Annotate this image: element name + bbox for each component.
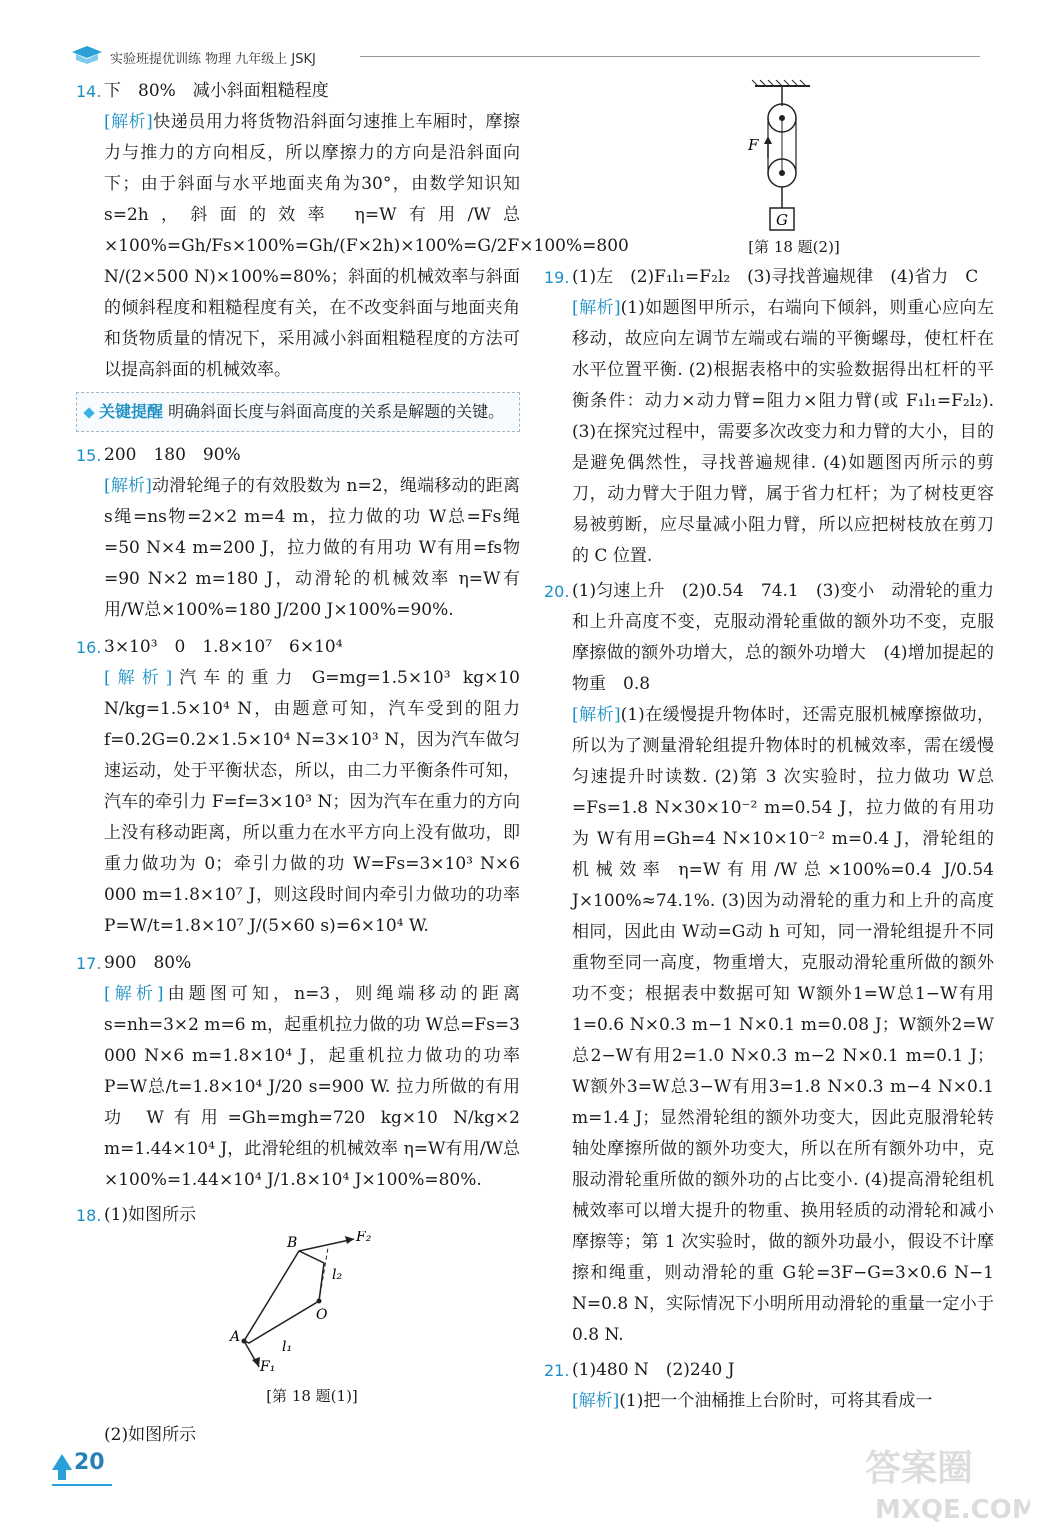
force-f2-arrow	[299, 1239, 354, 1251]
analysis-tag: [解析]	[104, 668, 173, 688]
analysis-text: 由题图可知，n=3，则绳端移动的距离 s=nh=3×2 m=6 m，起重机拉力做的功 W总=Fs=3 000 N×6 m=1.8×10⁴ J，起重机拉力做功的功率 P=W总/t=1.8×10⁴ J/20 s=900 W. 拉力所做的有用功 W有用=Gh=mgh=720 kg×10 N/kg×2 m=1.44×10⁴ J，此滑轮组的机械效率 η=W有用/W总×100%=1.44×10⁴ J/1.8×10⁴ J×100%=80%.	[104, 984, 521, 1190]
answer-line: 900 80%	[104, 953, 192, 973]
analysis-tag: [解析]	[572, 1391, 620, 1411]
question-21	[544, 1355, 994, 1417]
figure-caption-18-2: [第 18 题(2)]	[748, 238, 840, 256]
question-number: 17.	[76, 954, 102, 973]
label-l1: l₁	[282, 1339, 293, 1355]
answer-line: 3×10³ 0 1.8×10⁷ 6×10⁴	[104, 637, 343, 657]
question-number: 21.	[544, 1361, 570, 1380]
label-b: B	[287, 1235, 298, 1251]
page-number-text: 20	[74, 1450, 105, 1475]
question-16	[76, 632, 520, 942]
right-column	[544, 262, 994, 1417]
label-g: G	[776, 211, 788, 229]
label-a: A	[230, 1329, 241, 1345]
pulley-diagram	[730, 78, 850, 238]
point-a	[242, 1339, 247, 1344]
analysis-tag: [解析]	[572, 298, 621, 318]
question-20	[544, 576, 994, 1351]
analysis-text: 动滑轮绳子的有效股数为 n=2，绳端移动的距离 s绳=ns物=2×2 m=4 m，拉力做的功 W总=Fs绳=50 N×4 m=200 J，拉力做的有用功 W有用=fs物=90 N×2 m=180 J，动滑轮的机械效率 η=W有用/W总×100%=180 J/200 J×100%=90%.	[104, 476, 520, 620]
label-f: F	[748, 136, 759, 154]
question-number: 18.	[76, 1206, 102, 1225]
label-f1: F₁	[260, 1359, 276, 1371]
question-number: 15.	[76, 446, 102, 465]
analysis-tag: [解析]	[104, 984, 164, 1004]
part-2-text: (2)如图所示	[104, 1425, 197, 1445]
question-number: 20.	[544, 582, 570, 601]
analysis-tag: [解析]	[572, 705, 621, 725]
label-f2: F₂	[356, 1231, 372, 1245]
question-19	[544, 262, 994, 572]
svg-text:MXQE.COM: MXQE.COM	[875, 1495, 1030, 1525]
label-l2: l₂	[332, 1267, 343, 1283]
pivot-o	[317, 1299, 322, 1304]
lever-body	[244, 1251, 324, 1343]
answer-line: (1)480 N (2)240 J	[572, 1360, 735, 1380]
header-title: 实验班提优训练 物理 九年级上 JSKJ	[110, 52, 316, 67]
question-18	[76, 1200, 520, 1451]
answer-line: (1)左 (2)F₁l₁=F₂l₂ (3)寻找普遍规律 (4)省力 C	[572, 267, 979, 287]
lever-figure	[104, 1231, 520, 1381]
diamond-icon	[83, 407, 94, 418]
label-o: O	[316, 1307, 328, 1323]
analysis-text: (1)在缓慢提升物体时，还需克服机械摩擦做功，所以为了测量滑轮组提升物体时的机械效率，需在缓慢匀速提升时读数. (2)第 3 次实验时，拉力做功 W总=Fs=1.8 N×30×10⁻² m=0.54 J，拉力做的有用功为 W有用=Gh=4 N×10×10⁻² m=0.4 J，滑轮组的机械效率 η=W有用/W总×100%=0.4 J/0.54 J×100%≈74.1%. (3)因为动滑轮的重力和上升的高度相同，因此由 W动=G动 h 可知，同一滑轮组提升不同重物至同一高度，物重增大，克服动滑轮重所做的额外功不变；根据表中数据可知 W额外1=W总1−W有用1=0.6 N×0.3 m−1 N×0.1 m=0.08 J；W额外2=W总2−W有用2=1.0 N×0.3 m−2 N×0.1 m=0.1 J；W额外3=W总3−W有用3=1.8 N×0.3 m−4 N×0.1 m=1.4 J；显然滑轮组的额外功变大，因此克服滑轮转轴处摩擦所做的额外功变大，所以在所有额外功中，克服动滑轮重所做的额外功的占比变小. (4)提高滑轮组机械效率可以增大提升的物重、换用轻质的动滑轮和减小摩擦等；第 1 次实验时，做的额外功最小，假设不计摩擦和绳重，则动滑轮的重 G轮=3F−G=3×0.6 N−1 N=0.8 N，实际情况下小明所用动滑轮的重量一定小于 0.8 N.	[572, 705, 994, 1345]
tip-text: 明确斜面长度与斜面高度的关系是解题的关键。	[168, 402, 505, 421]
page-header	[70, 40, 980, 70]
question-number: 19.	[544, 268, 570, 287]
pulley-figure	[730, 78, 850, 258]
analysis-text: 快递员用力将货物沿斜面匀速推上车厢时，摩擦力与推力的方向相反，所以摩擦力的方向是沿斜面向下；由于斜面与水平地面夹角为30°，由数学知识知 s=2h，斜面的效率 η=W有用/W总×100%=Gh/Fs×100%=Gh/(F×2h)×100%=G/2F×100%=800 N/(2×500 N)×100%=80%；斜面的机械效率与斜面的倾斜程度和粗糙程度有关，在不改变斜面与地面夹角和货物质量的情况下，采用减小斜面粗糙程度的方法可以提高斜面的机械效率。	[104, 112, 629, 380]
analysis-tag: [解析]	[104, 476, 152, 496]
question-number: 16.	[76, 638, 102, 657]
header-rule	[360, 56, 980, 57]
answer-line: 200 180 90%	[104, 445, 241, 465]
part-1-text: (1)如图所示	[104, 1205, 197, 1225]
figure-caption-18-1: [第 18 题(1)]	[266, 1387, 358, 1405]
analysis-tag: [解析]	[104, 112, 153, 132]
answer-line: (1)匀速上升 (2)0.54 74.1 (3)变小 动滑轮的重力和上升高度不变，克服动滑轮重做的额外功不变，克服摩擦做的额外功增大，总的额外功增大 (4)增加提起的物重 0.8	[572, 581, 994, 694]
book-logo-icon	[70, 44, 104, 66]
analysis-text: (1)把一个油桶推上台阶时，可将其看成一	[619, 1391, 933, 1411]
analysis-text: (1)如题图甲所示，右端向下倾斜，则重心应向左移动，故应向左调节左端或右端的平衡螺母，使杠杆在水平位置平衡. (2)根据表格中的实验数据得出杠杆的平衡条件：动力×动力臂=阻力×阻力臂(或 F₁l₁=F₂l₂). (3)在探究过程中，需要多次改变力和力臂的大小，目的是避免偶然性，寻找普遍规律. (4)如题图丙所示的剪刀，动力臂大于阻力臂，属于省力杠杆；为了树枝更容易被剪断，应尽量减小阻力臂，所以应把树枝放在剪刀的 C 位置.	[572, 298, 994, 566]
answer-line: 下 80% 减小斜面粗糙程度	[104, 81, 329, 101]
page-number	[52, 1450, 112, 1486]
question-15	[76, 440, 520, 626]
question-number: 14.	[76, 82, 102, 101]
analysis-text: 汽车的重力 G=mg=1.5×10³ kg×10 N/kg=1.5×10⁴ N，由题意可知，汽车受到的阻力 f=0.2G=0.2×1.5×10⁴ N=3×10³ N，因为汽车做匀速运动，处于平衡状态，所以，由二力平衡条件可知，汽车的牵引力 F=f=3×10³ N；因为汽车在重力的方向上没有移动距离，所以重力在水平方向上没有做功，即重力做功为 0；牵引力做的功 W=Fs=3×10³ N×6 000 m=1.8×10⁷ J，则这段时间内牵引力做功的功率 P=W/t=1.8×10⁷ J/(5×60 s)=6×10⁴ W.	[104, 668, 520, 936]
question-17	[76, 948, 520, 1196]
tip-label: 关键提醒	[99, 402, 164, 421]
lever-diagram	[204, 1231, 404, 1371]
key-tip-box	[76, 392, 520, 432]
arm-l2-dashed	[319, 1248, 328, 1301]
watermark-logo	[860, 1430, 1030, 1530]
svg-text:答案圈: 答案圈	[865, 1448, 974, 1489]
